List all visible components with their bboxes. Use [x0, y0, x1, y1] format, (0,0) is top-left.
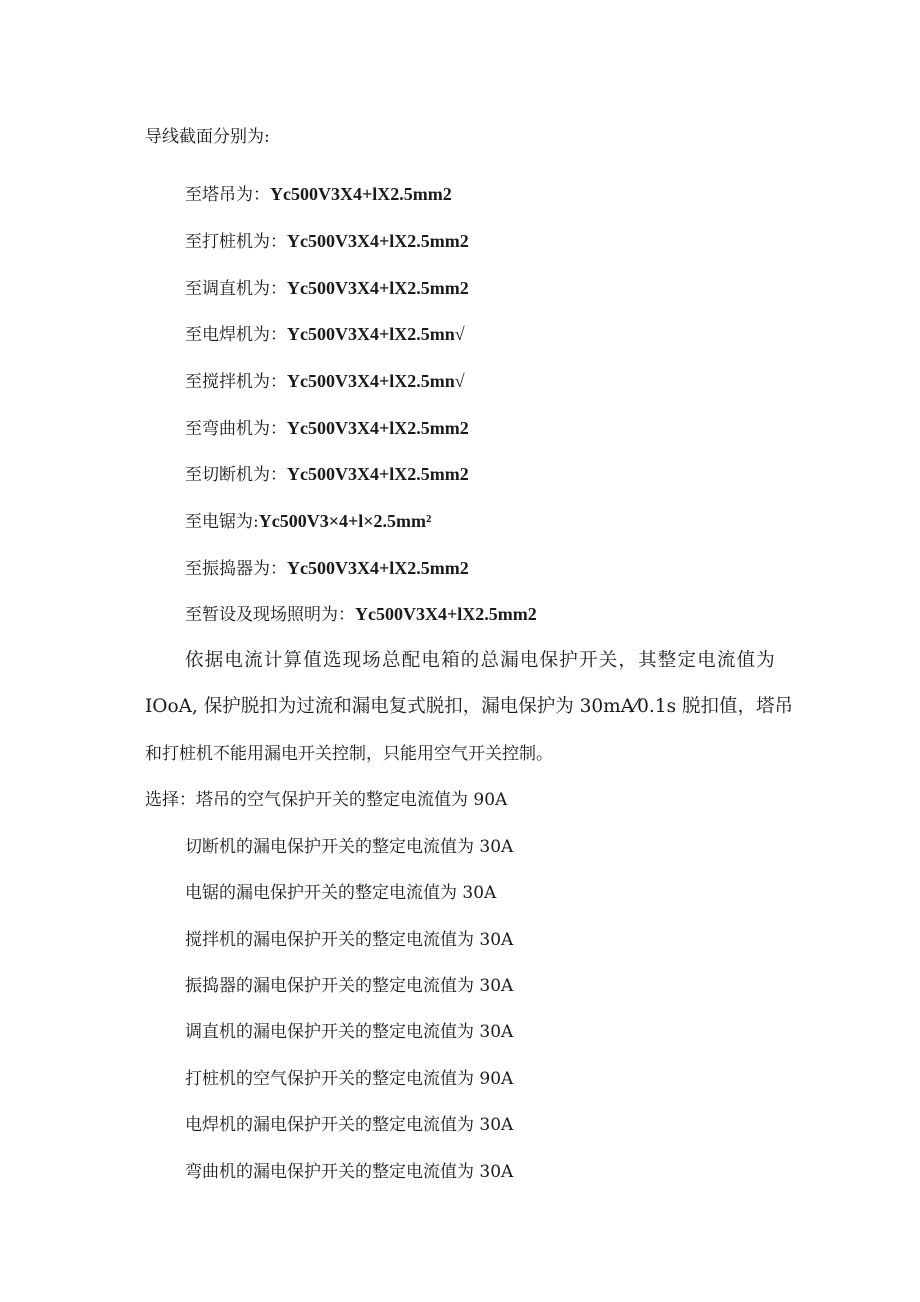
paragraph-line-1: 依据电流计算值选现场总配电箱的总漏电保护开关，其整定电流值为 [185, 650, 777, 671]
cable-spec: Yc500V3X4+lX2.5mm2 [287, 418, 469, 438]
selection-item: 电焊机的漏电保护开关的整定电流值为 30A [185, 1115, 514, 1135]
cable-line-lighting [185, 601, 537, 628]
cable-label: 至暂设及现场照明为： [185, 605, 355, 625]
cable-line-straightener [185, 275, 469, 302]
cable-line-vibrator [185, 555, 469, 582]
selection-item: 切断机的漏电保护开关的整定电流值为 30A [185, 837, 514, 857]
cable-line-bender [185, 415, 469, 442]
cable-spec: Yc500V3X4+lX2.5mm2 [270, 184, 452, 204]
selection-item: 振捣器的漏电保护开关的整定电流值为 30A [185, 976, 514, 996]
selection-first-line: 选择：塔吊的空气保护开关的整定电流值为 90A [145, 790, 508, 810]
selection-item: 调直机的漏电保护开关的整定电流值为 30A [185, 1022, 514, 1042]
selection-item: 电锯的漏电保护开关的整定电流值为 30A [185, 883, 497, 903]
cable-spec: Yc500V3×4+l×2.5mm² [258, 511, 432, 531]
cable-label: 至调直机为： [185, 279, 287, 299]
cable-line-saw [185, 508, 431, 535]
cable-spec: Yc500V3X4+lX2.5mn√ [287, 371, 465, 391]
cable-label: 至切断机为： [185, 465, 287, 485]
cable-line-welder [185, 321, 465, 348]
paragraph-line-3: 和打桩机不能用漏电开关控制，只能用空气开关控制。 [145, 744, 553, 764]
cable-label: 至电焊机为： [185, 325, 287, 345]
selection-item: 弯曲机的漏电保护开关的整定电流值为 30A [185, 1162, 514, 1182]
cable-label: 至塔吊为： [185, 185, 270, 205]
cable-spec: Yc500V3X4+lX2.5mm2 [355, 604, 537, 624]
selection-item: 搅拌机的漏电保护开关的整定电流值为 30A [185, 930, 514, 950]
heading-text: 导线截面分别为: [145, 127, 270, 147]
cable-line-pile-driver [185, 228, 469, 255]
cable-spec: Yc500V3X4+lX2.5mm2 [287, 231, 469, 251]
cable-spec: Yc500V3X4+lX2.5mm2 [287, 558, 469, 578]
cable-line-cutter [185, 461, 469, 488]
cable-spec: Yc500V3X4+lX2.5mm2 [287, 278, 469, 298]
cable-label: 至搅拌机为： [185, 372, 287, 392]
cable-label: 至电锯为: [185, 512, 259, 532]
cable-spec: Yc500V3X4+lX2.5mm2 [287, 464, 469, 484]
cable-label: 至振捣器为： [185, 559, 287, 579]
cable-label: 至弯曲机为： [185, 419, 287, 439]
paragraph-line-2: IOoA, 保护脱扣为过流和漏电复式脱扣，漏电保护为 30mA⁄0.1s 脱扣值，塔吊 [145, 696, 793, 717]
selection-item: 打桩机的空气保护开关的整定电流值为 90A [185, 1069, 514, 1089]
cable-spec: Yc500V3X4+lX2.5mn√ [287, 324, 465, 344]
cable-label: 至打桩机为： [185, 232, 287, 252]
cable-line-mixer [185, 368, 465, 395]
cable-line-tower-crane [185, 181, 452, 208]
